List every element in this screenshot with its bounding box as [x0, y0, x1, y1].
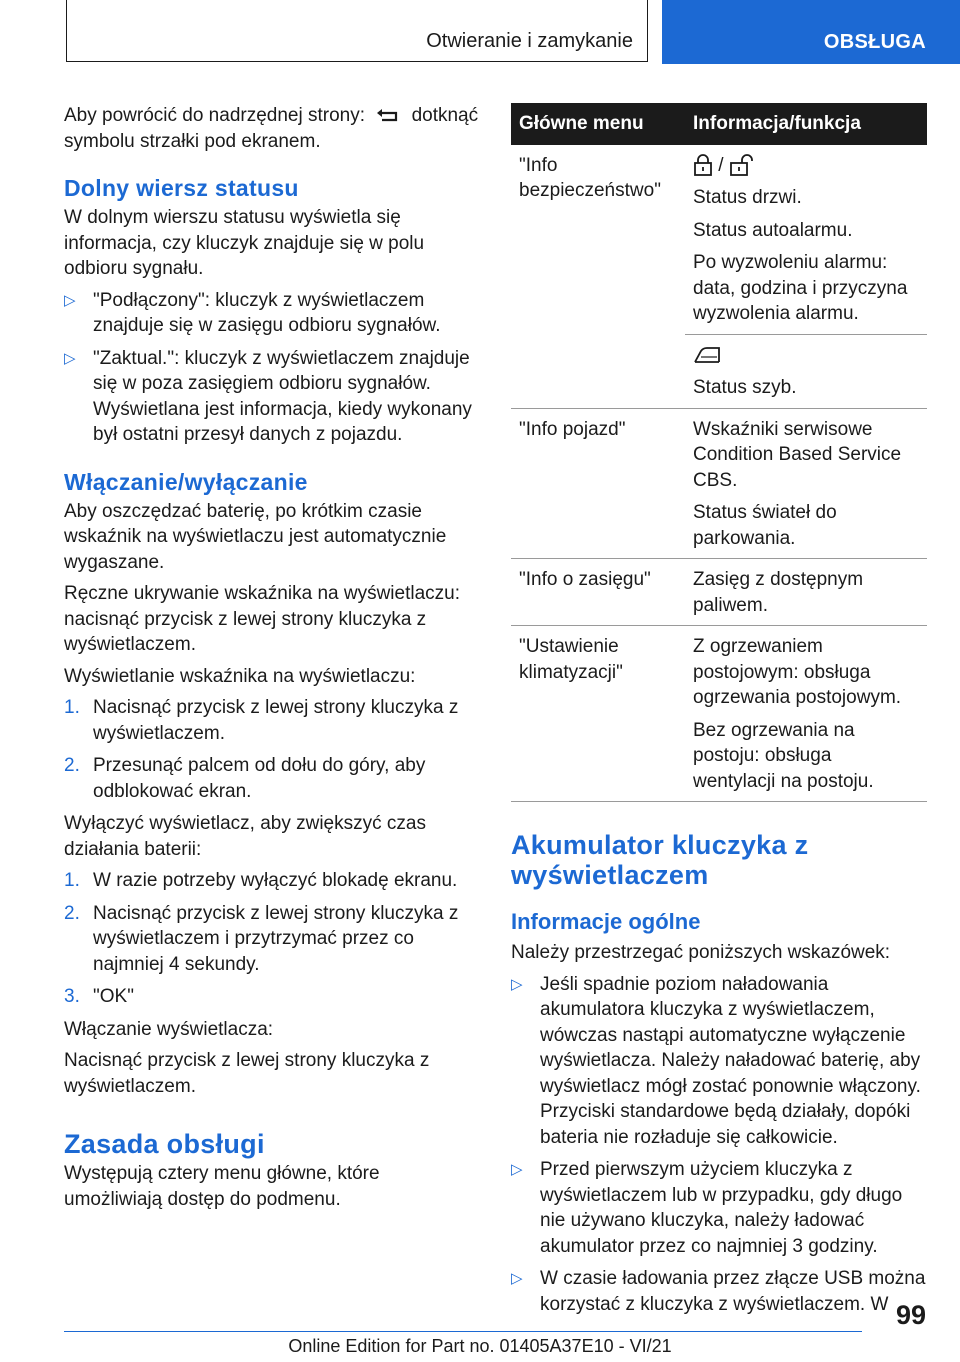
list-item-text: Nacisnąć przycisk z lewej strony kluczyka z wyświetlaczem.: [93, 697, 459, 744]
table-row: [511, 559, 927, 626]
list-item-text: Przed pierwszym użyciem kluczyka z wyświetlaczem lub w przypadku, gdy długo nie używano kluczyka, należy ładować akumulator przez co najmniej 3 godziny.: [540, 1159, 903, 1257]
table-header-menu: Główne menu: [511, 103, 685, 145]
onoff-paragraph-6: Nacisnąć przycisk z lewej strony kluczyka z wyświetlaczem.: [64, 1050, 430, 1097]
table-cell-menu: "Info o zasięgu": [511, 559, 685, 626]
chapter-tab-label: OBSŁUGA: [823, 31, 926, 53]
right-column: [511, 103, 927, 1324]
intro-text-after: dotknąć: [411, 105, 479, 126]
footer-divider: [64, 1331, 862, 1332]
heading-principle: Zasada obsługi: [64, 1129, 265, 1159]
back-arrow-icon: [376, 108, 400, 124]
step-number: 2.: [64, 902, 80, 924]
table-cell-menu: "Info bezpieczeństwo": [511, 145, 685, 409]
page-number: 99: [895, 1300, 926, 1330]
intro-text-before: Aby powrócić do nadrzędnej strony:: [64, 105, 365, 126]
list-item: [64, 346, 482, 448]
text-line: Zasięg z dostępnym paliwem.: [693, 569, 864, 616]
onoff-paragraph-4: Wyłączyć wyświetlacz, aby zwiększyć czas działania baterii:: [64, 813, 426, 860]
table-cell-menu: "Info pojazd": [511, 408, 685, 559]
onoff-paragraph-2: Ręczne ukrywanie wskaźnika na wyświetlaczu: nacisnąć przycisk z lewej strony kluczyka z wyświetlaczem.: [64, 583, 460, 655]
table-cell-info: [685, 334, 927, 408]
table-header-row: [511, 103, 927, 145]
list-item-text: W razie potrzeby wyłączyć blokadę ekranu.: [93, 870, 458, 891]
bullet-triangle-icon: ▷: [64, 349, 76, 367]
text-line: Po wyzwoleniu alarmu: data, godzina i przyczyna wyzwolenia alarmu.: [693, 252, 908, 324]
footer-edition: Online Edition for Part no. 01405A37E10 - VI/21: [288, 1336, 672, 1356]
list-item: [64, 901, 482, 978]
list-item: [64, 753, 482, 804]
text-line: Z ogrzewaniem postojowym: obsługa ogrzewania postojowym.: [693, 636, 902, 708]
onoff-paragraph-3: Wyświetlanie wskaźnika na wyświetlaczu:: [64, 665, 416, 687]
list-item: [511, 1266, 927, 1317]
list-item: [64, 695, 482, 746]
left-column: [64, 103, 482, 1218]
off-steps-list: [64, 868, 482, 1010]
list-item-text: "OK": [93, 986, 134, 1007]
table-cell-info: [685, 559, 927, 626]
list-item-text: Jeśli spadnie poziom naładowania akumulatora kluczyka z wyświetlaczem, wówczas nastąpi automatyczne wyłączenie wyświetlacza. Należy naładować baterię, aby wyświetlacz mógł zostać ponownie włączony. Przyciski standardowe będą działały, dopóki bateria nie rozładuje się całkowicie.: [540, 973, 921, 1148]
table-row: [511, 145, 927, 335]
status-paragraph: W dolnym wierszu statusu wyświetla się informacja, czy kluczyk znajduje się w polu odbioru sygnału.: [64, 207, 425, 279]
text-line: Status autoalarmu.: [693, 219, 853, 241]
lock-icons-row: [693, 153, 919, 179]
text-line: Bez ogrzewania na postoju: obsługa wentylacji na postoju.: [693, 719, 874, 792]
lock-closed-icon: [693, 154, 713, 176]
list-item: [64, 984, 482, 1010]
window-icon-row: [693, 343, 919, 369]
text-line: Wskaźniki serwisowe Condition Based Service CBS.: [693, 418, 902, 491]
list-item: [64, 868, 482, 894]
onoff-paragraph-5: Włączanie wyświetlacza:: [64, 1018, 274, 1040]
intro-paragraph: [64, 103, 482, 154]
table-cell-menu: "Ustawienie klimatyzacji": [511, 626, 685, 802]
heading-general: Informacje ogólne: [511, 909, 701, 934]
list-item-text: Nacisnąć przycisk z lewej strony kluczyka z wyświetlaczem i przytrzymać przez co najmniej 4 sekundy.: [93, 902, 459, 975]
chapter-tab: [662, 0, 960, 64]
list-item: [511, 972, 927, 1151]
table-header-info: Informacja/funkcja: [685, 103, 927, 145]
step-number: 3.: [64, 986, 80, 1007]
heading-battery: Akumulator kluczyka z wyświetlaczem: [511, 830, 809, 890]
battery-list: [511, 972, 927, 1318]
table-cell-info: [685, 626, 927, 802]
step-number: 2.: [64, 755, 80, 776]
step-number: 1.: [64, 870, 80, 891]
bullet-triangle-icon: ▷: [511, 975, 523, 993]
table-cell-info: [685, 145, 927, 335]
header-section-box: [66, 0, 648, 62]
bullet-triangle-icon: ▷: [511, 1270, 523, 1287]
general-paragraph: Należy przestrzegać poniższych wskazówek:: [511, 942, 891, 963]
text-line: Status drzwi.: [693, 187, 802, 208]
list-item-text: "Zaktual.": kluczyk z wyświetlaczem znajduje się w poza zasięgiem odbioru sygnałów. Wyświetlana jest informacja, kiedy wykonany był ostatni przesył danych z pojazdu.: [93, 347, 472, 445]
step-number: 1.: [64, 697, 80, 718]
list-item: [64, 288, 482, 339]
show-steps-list: [64, 695, 482, 804]
bullet-triangle-icon: ▷: [64, 291, 76, 309]
list-item-text: "Podłączony": kluczyk z wyświetlaczem znajduje się w zasięgu odbioru sygnałów.: [93, 289, 441, 336]
list-item: [511, 1157, 927, 1259]
section-title: Otwieranie i zamykanie: [426, 30, 633, 52]
table-cell-info: [685, 408, 927, 559]
text-line: Status świateł do parkowania.: [693, 502, 837, 549]
table-row: [511, 408, 927, 559]
menu-table: [511, 103, 927, 802]
window-icon: [693, 345, 721, 365]
bullet-triangle-icon: ▷: [511, 1161, 523, 1178]
icon-separator: /: [718, 154, 724, 176]
intro-text-line2: symbolu strzałki pod ekranem.: [64, 130, 321, 152]
list-item-text: Przesunąć palcem od dołu do góry, aby odblokować ekran.: [93, 755, 426, 802]
heading-on-off: Włączanie/wyłączanie: [64, 468, 308, 495]
lock-open-icon: [729, 154, 755, 176]
status-list: [64, 288, 482, 448]
principle-paragraph: Występują cztery menu główne, które umożliwiają dostęp do podmenu.: [64, 1163, 380, 1210]
table-row: [511, 626, 927, 802]
heading-status-line: Dolny wiersz statusu: [64, 175, 299, 201]
onoff-paragraph-1: Aby oszczędzać baterię, po krótkim czasie wskaźnik na wyświetlaczu jest automatycznie wygaszane.: [64, 500, 447, 573]
text-line: Status szyb.: [693, 377, 797, 398]
list-item-text: W czasie ładowania przez złącze USB można korzystać z kluczyka z wyświetlaczem. W: [540, 1268, 926, 1315]
